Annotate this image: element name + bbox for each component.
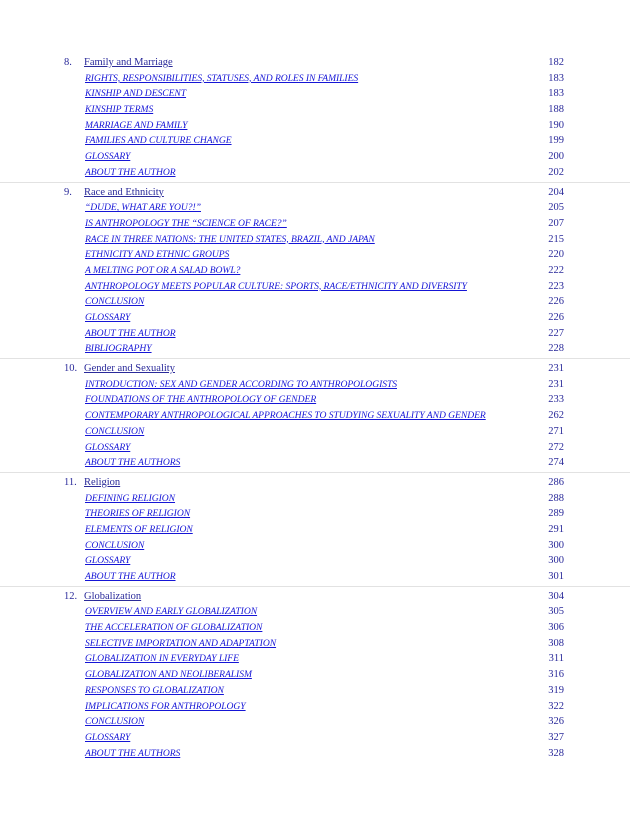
section-page-number: 228	[548, 343, 564, 355]
chapter-title-link[interactable]: Globalization	[84, 590, 142, 602]
section-page-number: 262	[548, 410, 564, 422]
section-row[interactable]	[0, 455, 630, 471]
section-page-number: 291	[548, 523, 564, 535]
section-page-number: 188	[548, 104, 564, 116]
section-row[interactable]	[0, 86, 630, 102]
section-row[interactable]	[0, 71, 630, 87]
section-title-link[interactable]: GLOSSARY	[85, 731, 131, 743]
section-title-link[interactable]: CONCLUSION	[85, 716, 145, 728]
section-row[interactable]	[0, 440, 630, 456]
chapter-number: 9.	[64, 186, 72, 198]
section-page-number: 223	[548, 280, 564, 292]
chapter-page-number: 182	[548, 57, 564, 68]
section-title-link[interactable]: FAMILIES AND CULTURE CHANGE	[85, 135, 232, 147]
chapter-title-link[interactable]: Race and Ethnicity	[84, 186, 164, 198]
section-title-link[interactable]: DEFINING RELIGION	[85, 492, 176, 504]
section-page-number: 308	[548, 637, 564, 649]
section-row[interactable]	[0, 699, 630, 715]
section-title-link[interactable]: RESPONSES TO GLOBALIZATION	[85, 684, 224, 696]
chapter-row[interactable]	[0, 475, 630, 491]
section-row[interactable]	[0, 424, 630, 440]
section-title-link[interactable]: OVERVIEW AND EARLY GLOBALIZATION	[85, 606, 258, 618]
section-page-number: 226	[548, 296, 564, 308]
section-title-link[interactable]: RACE IN THREE NATIONS: THE UNITED STATES, BRAZIL, AND JAPAN	[85, 233, 375, 245]
section-row[interactable]	[0, 491, 630, 507]
section-title-link[interactable]: ABOUT THE AUTHORS	[85, 747, 181, 759]
section-row[interactable]	[0, 620, 630, 636]
section-title-link[interactable]: BIBLIOGRAPHY	[85, 343, 152, 355]
section-page-number: 322	[548, 700, 564, 712]
section-page-number: 220	[548, 249, 564, 261]
section-page-number: 300	[548, 539, 564, 551]
chapter-number: 10.	[64, 363, 78, 375]
section-row[interactable]	[0, 408, 630, 424]
section-row[interactable]	[0, 392, 630, 408]
section-title-link[interactable]: FOUNDATIONS OF THE ANTHROPOLOGY OF GENDER	[85, 394, 317, 406]
section-title-link[interactable]: ETHNICITY AND ETHNIC GROUPS	[85, 249, 230, 261]
section-page-number: 301	[548, 571, 564, 582]
chapter-row[interactable]	[0, 185, 630, 201]
section-title-link[interactable]: IMPLICATIONS FOR ANTHROPOLOGY	[85, 700, 246, 712]
section-title-link[interactable]: A MELTING POT OR A SALAD BOWL?	[85, 264, 241, 276]
chapter-number: 11.	[64, 476, 77, 488]
section-page-number: 271	[548, 425, 564, 437]
section-row[interactable]	[0, 714, 630, 730]
section-row[interactable]	[0, 133, 630, 149]
section-row[interactable]	[0, 636, 630, 652]
section-page-number: 222	[548, 264, 564, 276]
section-row[interactable]	[0, 118, 630, 134]
section-title-link[interactable]: KINSHIP TERMS	[85, 104, 154, 116]
section-title-link[interactable]: ABOUT THE AUTHOR	[85, 327, 176, 339]
section-title-link[interactable]: ABOUT THE AUTHOR	[85, 571, 176, 582]
section-row[interactable]	[0, 279, 630, 295]
section-row[interactable]	[0, 247, 630, 263]
section-title-link[interactable]: CONTEMPORARY ANTHROPOLOGICAL APPROACHES TO STUDYING SEXUALITY AND GENDER	[85, 410, 486, 422]
table-of-contents	[0, 55, 630, 764]
section-title-link[interactable]: ABOUT THE AUTHOR	[85, 166, 176, 178]
section-page-number: 205	[548, 202, 564, 214]
section-title-link[interactable]: IS ANTHROPOLOGY THE “SCIENCE OF RACE?”	[85, 217, 287, 229]
section-page-number: 233	[548, 394, 564, 406]
section-page-number: 202	[548, 166, 564, 178]
section-title-link[interactable]: KINSHIP AND DESCENT	[85, 88, 187, 100]
section-title-link[interactable]: ELEMENTS OF RELIGION	[85, 523, 193, 535]
chapter-page-number: 286	[548, 476, 564, 488]
section-page-number: 288	[548, 492, 564, 504]
section-title-link[interactable]: CONCLUSION	[85, 539, 145, 551]
section-page-number: 300	[548, 555, 564, 567]
chapter-block	[0, 55, 630, 183]
section-row[interactable]	[0, 102, 630, 118]
section-title-link[interactable]: GLOSSARY	[85, 441, 131, 453]
section-row[interactable]	[0, 263, 630, 279]
section-row[interactable]	[0, 326, 630, 342]
section-page-number: 207	[548, 217, 564, 229]
section-title-link[interactable]: INTRODUCTION: SEX AND GENDER ACCORDING TO ANTHROPOLOGISTS	[85, 378, 397, 390]
section-page-number: 199	[548, 135, 564, 147]
section-row[interactable]	[0, 216, 630, 232]
section-row[interactable]	[0, 604, 630, 620]
section-row[interactable]	[0, 683, 630, 699]
chapter-block	[0, 589, 630, 763]
section-page-number: 289	[548, 508, 564, 520]
section-page-number: 272	[548, 441, 564, 453]
section-row[interactable]	[0, 506, 630, 522]
chapter-number: 12.	[64, 590, 78, 602]
section-row[interactable]	[0, 667, 630, 683]
section-title-link[interactable]: THEORIES OF RELIGION	[85, 508, 191, 520]
section-row[interactable]	[0, 377, 630, 393]
section-row[interactable]	[0, 200, 630, 216]
chapter-title-link[interactable]: Family and Marriage	[84, 57, 173, 68]
chapter-block	[0, 361, 630, 473]
chapter-page-number: 204	[548, 186, 564, 198]
chapter-row[interactable]	[0, 55, 630, 71]
section-title-link[interactable]: GLOBALIZATION IN EVERYDAY LIFE	[85, 653, 239, 665]
section-row[interactable]	[0, 294, 630, 310]
section-title-link[interactable]: MARRIAGE AND FAMILY	[85, 119, 188, 131]
section-page-number: 200	[548, 151, 564, 163]
section-page-number: 306	[548, 622, 564, 634]
chapter-number: 8.	[64, 57, 72, 68]
chapter-page-number: 231	[548, 363, 564, 375]
section-page-number: 215	[548, 233, 564, 245]
section-row[interactable]	[0, 553, 630, 569]
section-page-number: 231	[548, 378, 564, 390]
section-row[interactable]	[0, 149, 630, 165]
section-title-link[interactable]: GLOSSARY	[85, 312, 131, 323]
chapter-title-link[interactable]: Religion	[84, 476, 121, 488]
section-page-number: 183	[548, 72, 564, 84]
section-page-number: 328	[548, 747, 564, 759]
section-title-link[interactable]: GLOBALIZATION AND NEOLIBERALISM	[85, 669, 252, 681]
chapter-block	[0, 475, 630, 587]
section-page-number: 305	[548, 606, 564, 618]
section-page-number: 190	[548, 119, 564, 131]
section-title-link[interactable]: ABOUT THE AUTHORS	[85, 457, 181, 469]
section-row[interactable]	[0, 522, 630, 538]
section-row[interactable]	[0, 569, 630, 585]
section-page-number: 327	[548, 731, 564, 743]
section-title-link[interactable]: ANTHROPOLOGY MEETS POPULAR CULTURE: SPORTS, RACE/ETHNICITY AND DIVERSITY	[85, 280, 467, 292]
section-title-link[interactable]: “DUDE, WHAT ARE YOU?!”	[85, 202, 201, 214]
section-title-link[interactable]: GLOSSARY	[85, 151, 131, 163]
section-page-number: 326	[548, 716, 564, 728]
section-title-link[interactable]: RIGHTS, RESPONSIBILITIES, STATUSES, AND ROLES IN FAMILIES	[85, 72, 359, 84]
section-row[interactable]	[0, 730, 630, 746]
section-row[interactable]	[0, 746, 630, 762]
section-page-number: 226	[548, 312, 564, 323]
section-page-number: 274	[548, 457, 564, 469]
section-row[interactable]	[0, 341, 630, 357]
section-row[interactable]	[0, 651, 630, 667]
section-page-number: 227	[548, 327, 564, 339]
section-title-link[interactable]: SELECTIVE IMPORTATION AND ADAPTATION	[85, 637, 277, 649]
section-page-number: 183	[548, 88, 564, 100]
section-title-link[interactable]: CONCLUSION	[85, 296, 145, 308]
section-title-link[interactable]: CONCLUSION	[85, 425, 145, 437]
chapter-block	[0, 185, 630, 360]
section-page-number: 319	[548, 684, 564, 696]
section-row[interactable]	[0, 165, 630, 181]
chapter-row[interactable]	[0, 589, 630, 605]
section-row[interactable]	[0, 310, 630, 326]
section-page-number: 311	[548, 653, 564, 665]
section-row[interactable]	[0, 538, 630, 554]
section-title-link[interactable]: GLOSSARY	[85, 555, 131, 567]
section-page-number: 316	[548, 669, 564, 681]
chapter-title-link[interactable]: Gender and Sexuality	[84, 363, 175, 375]
chapter-row[interactable]	[0, 361, 630, 377]
chapter-page-number: 304	[548, 590, 564, 602]
section-row[interactable]	[0, 232, 630, 248]
section-title-link[interactable]: THE ACCELERATION OF GLOBALIZATION	[85, 622, 263, 634]
